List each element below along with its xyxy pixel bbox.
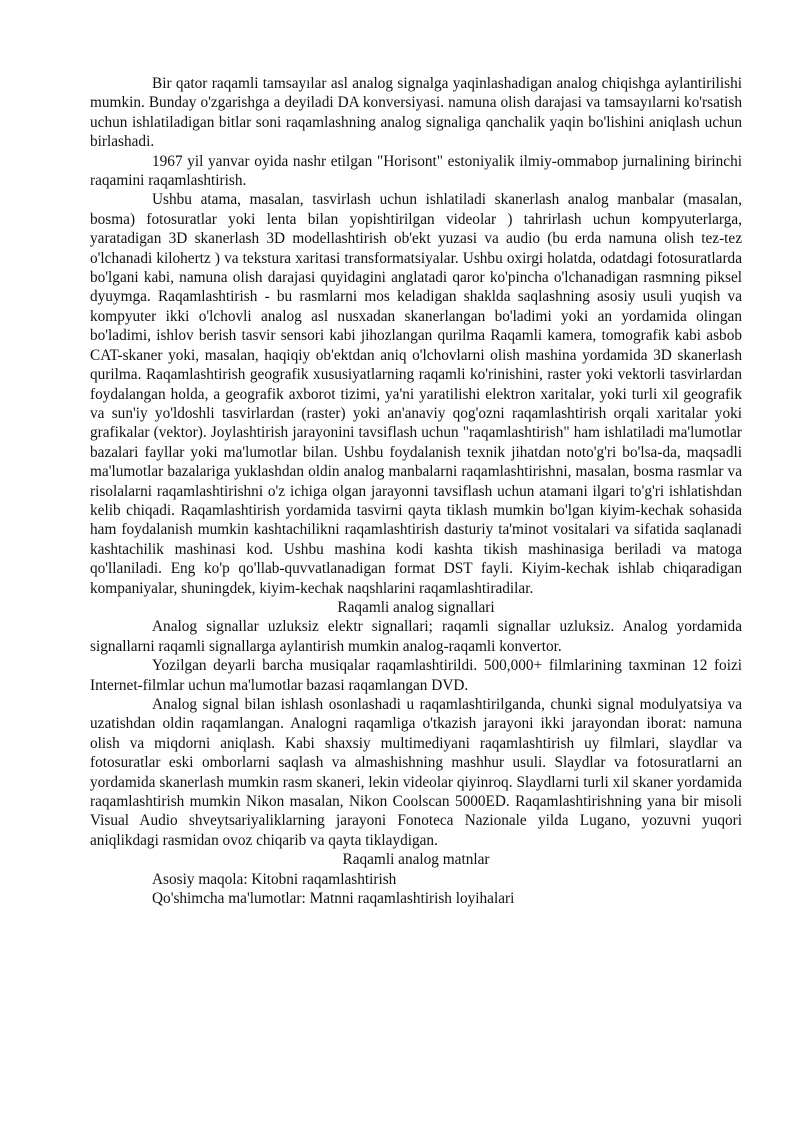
paragraph-horisont: 1967 yil yanvar oyida nashr etilgan "Horisont" estoniyalik ilmiy-ommabop jurnalining birinchi raqamini raqamlashtirish. [90, 152, 742, 190]
document-page [90, 74, 742, 908]
paragraph-music-films: Yozilgan deyarli barcha musiqalar raqamlashtirildi. 500,000+ filmlarining taxminan 12 foizi Internet-filmlar uchun ma'lumotlar bazasi raqamlangan DVD. [90, 657, 742, 694]
paragraph-da-conversion: Bir qator raqamli tamsayılar asl analog signalga yaqinlashadigan analog chiqishga aylantirilishi mumkin. Bunday o'zgarishga a deyiladi DA konversiyasi. namuna olish darajasi va tamsayılarni ko'rsatish uchun ishlatiladigan bitlar soni raqamlashning analog signaliga qanchalik yaqin bo'lishini aniqlash uchun birlashadi. [90, 75, 742, 151]
main-article-reference: Asosiy maqola: Kitobni raqamlashtirish [152, 870, 397, 888]
additional-info-reference: Qo'shimcha ma'lumotlar: Matnni raqamlashtirish loyihalari [152, 890, 515, 908]
section-heading-analog-signals: Raqamli analog signallari [337, 598, 495, 616]
paragraph-digitization-term: Ushbu atama, masalan, tasvirlash uchun ishlatiladi skanerlash analog manbalar (masalan, bosma) fotosuratlar yoki lenta bilan yopishtirilgan videolar ) tahrirlash uchun kompyuterlarga, yaratadigan 3D skanerlash 3D modellashtirish ob'ekt yuzasi va audio (bu erda namuna olish tez-tez o'lchanadi kilohertz ) va tekstura xaritasi transformatsiyalar. Ushbu oxirgi holatda, odatdagi fotosuratlarda bo'lgani kabi, namuna olish darajasi quyidagini anglatadi qaror ko'pincha o'lchanadigan rasmning piksel dyuymga. Raqamlashtirish - bu rasmlarni mos keladigan shaklda saqlashning asosiy usuli yuqish va kompyuter ikki o'lchovli analog asl nusxadan skanerlangan bo'ladimi yoki an yordamida olingan bo'ladimi, ishlov berish tasvir sensori kabi jihozlangan qurilma Raqamli kamera, tomografik kabi asbob CAT-skaner yoki, masalan, haqiqiy ob'ektdan aniq o'lchovlarni olish mashina yordamida 3D skanerlash qurilma. Raqamlashtirish geografik xususiyatlarning raqamli ko'rinishini, raster yoki vektorli tasvirlardan foydalangan holda, a geografik axborot tizimi, ya'ni yaratilishi elektron xaritalar, yoki turli xil geografik va sun'iy yo'ldoshli tasvirlardan (raster) yoki an'anaviy qog'ozni raqamlashtirish orqali xaritalar yoki grafikalar (vektor). Joylashtirish jarayonini tavsiflash uchun "raqamlashtirish" ham ishlatiladi ma'lumotlar bazalari fayllar yoki ma'lumotlar bilan. Ushbu foydalanish texnik jihatdan noto'g'ri bo'lsa-da, maqsadli ma'lumotlar bazalariga yuklashdan oldin analog manbalarni raqamlashtirishni, masalan, bosma rasmlar va risolalarni raqamlashtirishni o'z ichiga olgan jarayonni tavsiflash uchun atamani ilgari to'g'ri ishlatishdan kelib chiqadi. Raqamlashtirish yordamida tasvirni qayta tiklash mumkin bo'lgan kiyim-kechak sohasida ham foydalanish mumkin kashtachilikni raqamlashtirish dasturiy ta'minot vositalari va sifatida saqlanadi kashtachilik mashinasi kod. Ushbu mashina kodi kashta tikish mashinasiga beriladi va matoga qo'llaniladi. Eng ko'p qo'llab-quvvatlanadigan format DST fayli. Kiyim-kechak ishlab chiqaradigan kompaniyalar, shuningdek, kiyim-kechak naqshlarini raqamlashtiradilar. [90, 191, 742, 597]
section-heading-analog-texts: Raqamli analog matnlar [342, 851, 490, 869]
paragraph-analog-signals: Analog signallar uzluksiz elektr signallari; raqamli signallar uzluksiz. Analog yordamida signallarni raqamli signallarga aylantirish mumkin analog-raqamli konvertor. [90, 618, 742, 655]
paragraph-signal-processing: Analog signal bilan ishlash osonlashadi u raqamlashtirilganda, chunki signal modulyatsiya va uzatishdan oldin raqamlangan. Analogni raqamliga o'tkazish jarayoni ikki jarayondan iborat: namuna olish va miqdorni aniqlash. Kabi shaxsiy multimediyani raqamlashtirish uy filmlari, slaydlar va fotosuratlar eski omborlarni saqlash va almashishning mashhur usuli. Slaydlar va fotosuratlarni an yordamida skanerlash mumkin rasm skaneri, lekin videolar qiyinroq. Slaydlarni turli xil skaner yordamida raqamlashtirish mumkin Nikon masalan, Nikon Coolscan 5000ED. Raqamlashtirishning yana bir misoli Visual Audio shveytsariyaliklarning jarayoni Fonoteca Nazionale yilda Lugano, yozuvni yuqori aniqlikdagi rasmidan ovoz chiqarib va qayta tiklaydigan. [90, 696, 742, 849]
